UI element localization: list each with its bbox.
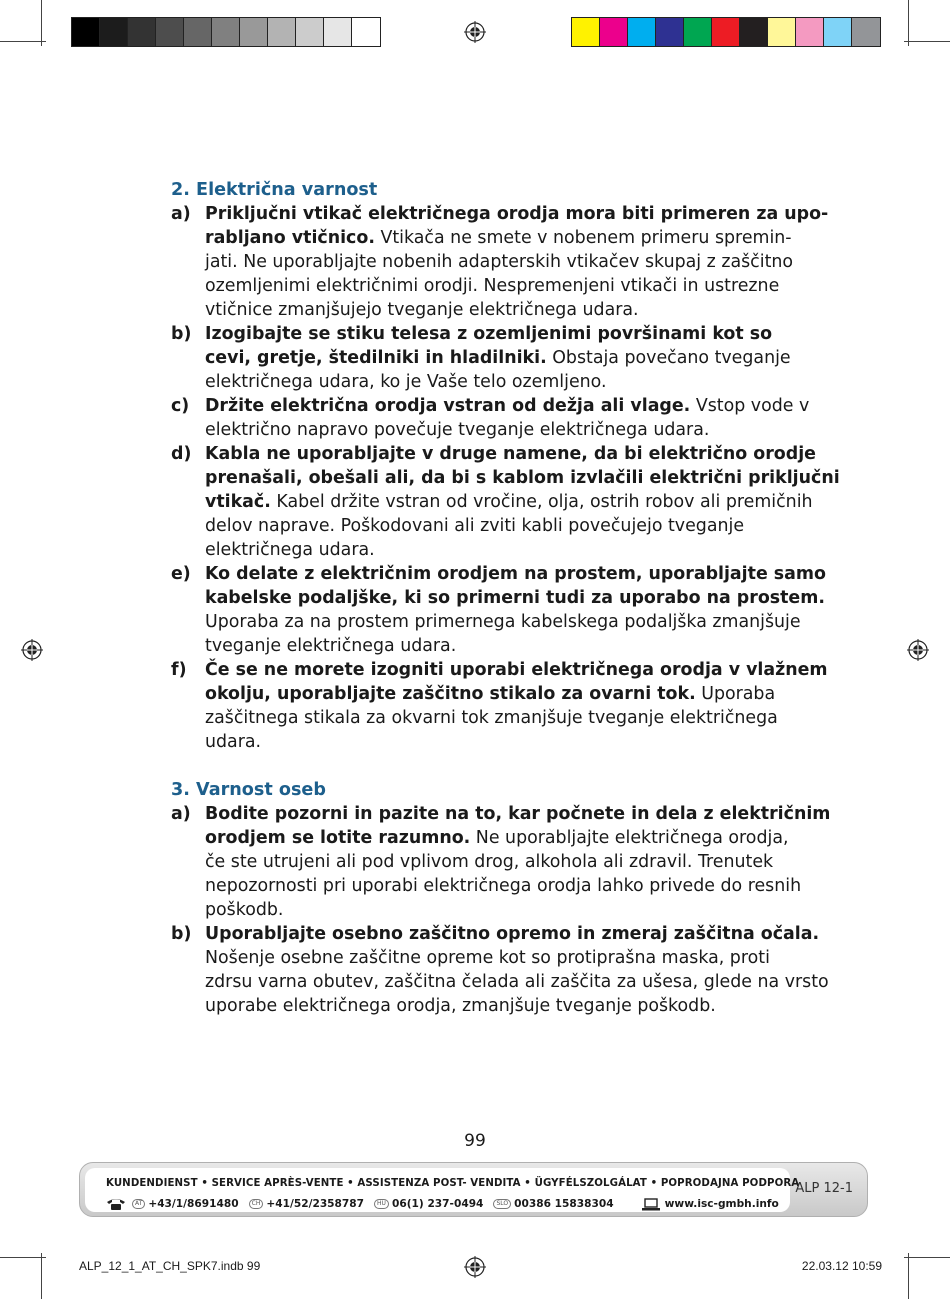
process-colorbar	[571, 17, 881, 47]
normal-text: zaščitnega stikala za okvarni tok zmanjšuje tveganje električnega	[205, 708, 778, 728]
page-number: 99	[464, 1131, 486, 1151]
text-line	[205, 562, 826, 586]
text-line	[205, 490, 840, 514]
normal-text: Vtikača ne smete v nobenem primeru spremin-	[374, 228, 792, 248]
text-line	[205, 466, 840, 490]
bold-text: Ko delate z električnim orodjem na prostem, uporabljajte samo	[205, 564, 826, 584]
text-line	[205, 346, 791, 370]
list-item-label: b)	[171, 324, 192, 344]
text-line	[205, 994, 829, 1018]
service-contacts	[106, 1197, 779, 1211]
electrical-safety-list	[171, 202, 840, 754]
list-item-text	[205, 922, 829, 1018]
normal-text: Vstop vode v	[690, 396, 810, 416]
normal-text: poškodb.	[205, 900, 284, 920]
text-line	[205, 658, 828, 682]
grayscale-colorbar	[71, 17, 381, 47]
text-line	[205, 250, 828, 274]
list-item-label: c)	[171, 396, 190, 416]
color-swatch	[768, 18, 796, 46]
list-item-label: f)	[171, 660, 187, 680]
text-line	[205, 298, 828, 322]
text-line	[205, 802, 830, 826]
color-swatch	[72, 18, 100, 46]
registration-mark-icon	[21, 639, 43, 661]
crop-mark	[908, 0, 909, 46]
normal-text: ozemljenimi električnimi orodji. Nespremenjeni vtikači in ustrezne	[205, 276, 780, 296]
color-swatch	[212, 18, 240, 46]
color-swatch	[156, 18, 184, 46]
bold-text: orodjem se lotite razumno.	[205, 828, 471, 848]
text-line	[205, 442, 840, 466]
crop-mark	[41, 1253, 42, 1299]
text-line	[205, 418, 809, 442]
phone-ch: CH +41/52/2358787	[249, 1198, 364, 1210]
text-line	[205, 874, 830, 898]
service-info-panel	[85, 1168, 800, 1212]
list-item	[171, 322, 791, 394]
crop-mark	[908, 1253, 909, 1299]
phone-hu: HU 06(1) 237-0494	[374, 1198, 483, 1210]
bold-text: rabljano vtičnico.	[205, 228, 375, 248]
list-item	[171, 562, 826, 658]
bold-text: vtikač.	[205, 492, 271, 512]
footer-file-name: ALP_12_1_AT_CH_SPK7.indb 99	[79, 1259, 261, 1273]
bold-text: Držite električna orodja vstran od dežja ali vlage.	[205, 396, 691, 416]
personal-safety-list	[171, 802, 831, 1018]
color-swatch	[128, 18, 156, 46]
normal-text: jati. Ne uporabljajte nobenih adapterskih vtikačev skupaj z zaščitno	[205, 252, 794, 272]
list-item-text	[205, 562, 826, 658]
text-line	[205, 610, 826, 634]
list-item-text	[205, 394, 809, 442]
crop-mark	[0, 1257, 46, 1258]
text-line	[205, 274, 828, 298]
color-swatch	[352, 18, 380, 46]
normal-text: zdrsu varna obutev, zaščitna čelada ali zaščita za ušesa, glede na vrsto	[205, 972, 829, 992]
text-line	[205, 226, 828, 250]
bold-text: Izogibajte se stiku telesa z ozemljenimi površinami kot so	[205, 324, 773, 344]
text-line	[205, 634, 826, 658]
registration-mark-icon	[464, 1256, 486, 1278]
text-line	[205, 394, 809, 418]
text-line	[205, 922, 829, 946]
list-item-text	[205, 658, 828, 754]
normal-text: Uporaba	[695, 684, 776, 704]
normal-text: električnega udara, ko je Vaše telo ozemljeno.	[205, 372, 607, 392]
list-item-text	[205, 202, 828, 322]
bold-text: Če se ne morete izogniti uporabi električnega orodja v vlažnem	[205, 660, 828, 680]
bold-text: prenašali, obešali ali, da bi s kablom izvlačili električni priključni	[205, 468, 840, 488]
bold-text: kabelske podaljške, ki so primerni tudi za uporabo na prostem.	[205, 588, 825, 608]
color-swatch	[572, 18, 600, 46]
normal-text: Obstaja povečano tveganje	[546, 348, 791, 368]
bold-text: Kabla ne uporabljajte v druge namene, da bi električno orodje	[205, 444, 816, 464]
color-swatch	[684, 18, 712, 46]
section-title-electrical-safety: 2. Električna varnost	[171, 180, 378, 200]
text-line	[205, 682, 828, 706]
text-line	[205, 538, 840, 562]
color-swatch	[324, 18, 352, 46]
color-swatch	[796, 18, 824, 46]
list-item	[171, 658, 828, 754]
registration-mark-icon	[464, 21, 486, 43]
color-swatch	[712, 18, 740, 46]
crop-mark	[904, 41, 950, 42]
text-line	[205, 322, 791, 346]
text-line	[205, 970, 829, 994]
list-item-label: a)	[171, 204, 191, 224]
text-line	[205, 826, 830, 850]
normal-text: če ste utrujeni ali pod vplivom drog, alkohola ali zdravil. Trenutek	[205, 852, 774, 872]
color-swatch	[296, 18, 324, 46]
list-item	[171, 922, 829, 1018]
color-swatch	[656, 18, 684, 46]
text-line	[205, 730, 828, 754]
service-bar	[79, 1162, 868, 1217]
normal-text: Ne uporabljajte električnega orodja,	[470, 828, 789, 848]
text-line	[205, 202, 828, 226]
text-line	[205, 586, 826, 610]
normal-text: uporabe električnega orodja, zmanjšuje tveganje poškodb.	[205, 996, 716, 1016]
crop-mark	[904, 1257, 950, 1258]
normal-text: delov naprave. Poškodovani ali zviti kabli povečujejo tveganje	[205, 516, 745, 536]
bold-text: Uporabljajte osebno zaščitno opremo in zmeraj zaščitna očala.	[205, 924, 820, 944]
section-title-personal-safety: 3. Varnost oseb	[171, 780, 326, 800]
list-item-label: b)	[171, 924, 192, 944]
color-swatch	[628, 18, 656, 46]
list-item	[171, 442, 840, 562]
color-swatch	[240, 18, 268, 46]
website-link[interactable]: www.isc-gmbh.info	[664, 1198, 779, 1210]
text-line	[205, 946, 829, 970]
text-line	[205, 514, 840, 538]
list-item-label: a)	[171, 804, 191, 824]
footer-date: 22.03.12 10:59	[801, 1259, 882, 1273]
normal-text: Nošenje osebne zaščitne opreme kot so protiprašna maska, proti	[205, 948, 770, 968]
normal-text: električno napravo povečuje tveganje električnega udara.	[205, 420, 710, 440]
list-item-label: e)	[171, 564, 191, 584]
crop-mark	[41, 0, 42, 46]
model-number: ALP 12-1	[795, 1181, 853, 1196]
normal-text: udara.	[205, 732, 262, 752]
normal-text: nepozornosti pri uporabi električnega orodja lahko privede do resnih	[205, 876, 802, 896]
phone-at: AT +43/1/8691480	[132, 1198, 239, 1210]
normal-text: Kabel držite vstran od vročine, olja, ostrih robov ali premičnih	[270, 492, 813, 512]
bold-text: Bodite pozorni in pazite na to, kar počnete in dela z električnim	[205, 804, 831, 824]
normal-text: tveganje električnega udara.	[205, 636, 457, 656]
list-item	[171, 202, 829, 322]
registration-mark-icon	[907, 639, 929, 661]
color-swatch	[740, 18, 768, 46]
color-swatch	[268, 18, 296, 46]
color-swatch	[600, 18, 628, 46]
color-swatch	[100, 18, 128, 46]
list-item-text	[205, 442, 840, 562]
text-line	[205, 898, 830, 922]
laptop-icon	[642, 1198, 660, 1211]
list-item-text	[205, 322, 791, 394]
bold-text: Priključni vtikač električnega orodja mora biti primeren za upo-	[205, 204, 829, 224]
list-item-label: d)	[171, 444, 192, 464]
color-swatch	[824, 18, 852, 46]
list-item	[171, 802, 831, 922]
list-item	[171, 394, 810, 442]
text-line	[205, 370, 791, 394]
bold-text: cevi, gretje, štedilniki in hladilniki.	[205, 348, 547, 368]
service-heading: KUNDENDIENST • SERVICE APRÈS-VENTE • ASSISTENZA POST- VENDITA • ÜGYFÉLSZOLGÁLAT • POPRODAJNA PODPORA	[106, 1178, 800, 1189]
telephone-icon	[106, 1197, 126, 1211]
main-content	[171, 178, 840, 1018]
text-line	[205, 850, 830, 874]
list-item-text	[205, 802, 830, 922]
normal-text: električnega udara.	[205, 540, 375, 560]
color-swatch	[184, 18, 212, 46]
bold-text: okolju, uporabljajte zaščitno stikalo za ovarni tok.	[205, 684, 696, 704]
color-swatch	[852, 18, 880, 46]
text-line	[205, 706, 828, 730]
crop-mark	[0, 41, 46, 42]
normal-text: Uporaba za na prostem primernega kabelskega podaljška zmanjšuje	[205, 612, 801, 632]
phone-slo: SLO 00386 15838304	[493, 1198, 613, 1210]
normal-text: vtičnice zmanjšujejo tveganje električnega udara.	[205, 300, 639, 320]
